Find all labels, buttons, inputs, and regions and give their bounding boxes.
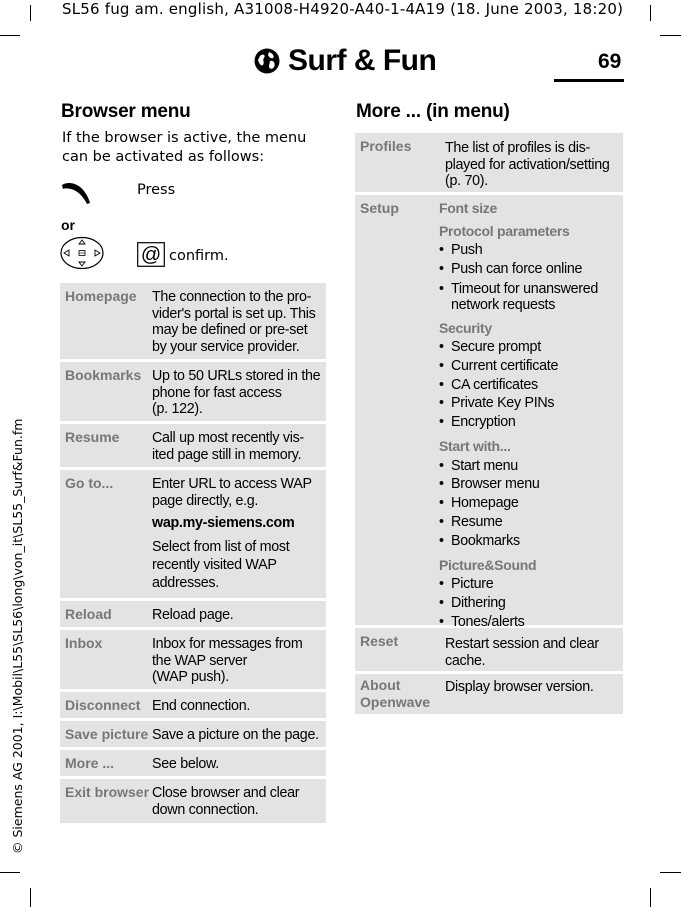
navigation-key-icon [60, 236, 104, 270]
crop-mark [650, 888, 651, 907]
table-row [60, 750, 326, 776]
crop-mark [0, 872, 20, 873]
svg-text:@: @ [140, 244, 162, 266]
chapter-title-text: Surf & Fun [288, 44, 437, 77]
table-row [355, 628, 623, 671]
at-key-icon [137, 242, 165, 267]
crop-mark [0, 35, 20, 36]
row-description: Save a picture on the page. [152, 727, 319, 743]
row-description: Select from list of most recently visited WAP addresses. [152, 538, 290, 591]
row-description: End connection. [152, 698, 251, 714]
list-item: • Current certificate [439, 357, 619, 376]
row-label: Resume [65, 429, 120, 445]
row-description: The list of profiles is dis-played for activation/setting (p. 70). [445, 140, 610, 189]
confirm-label: confirm. [169, 248, 229, 264]
row-label: Profiles [360, 138, 412, 154]
crop-mark [30, 888, 31, 907]
list-item: • Start menu [439, 457, 619, 476]
row-description: Close browser and clear down connection. [152, 785, 300, 818]
page-number: 69 [598, 50, 622, 73]
protocol-list [439, 241, 619, 314]
document-header: SL56 fug am. english, A31008-H4920-A40-1-4A19 (18. June 2003, 18:20) [62, 0, 624, 18]
sidebar-file-path: © Siemens AG 2001, I:\Mobil\L55\SL56\long\von_it\SL55_Surf&Fun.fm [10, 418, 25, 854]
row-description: (WAP push). [152, 669, 229, 685]
setup-subheading: Security [439, 319, 492, 336]
setup-subheading: Start with... [439, 438, 511, 455]
row-label: Save picture [65, 726, 149, 742]
example-url: wap.my-siemens.com [152, 515, 295, 531]
setup-subheading: Font size [439, 200, 497, 216]
crop-mark [30, 5, 31, 21]
picture-list [439, 575, 619, 631]
row-description: See below. [152, 756, 219, 772]
table-row [60, 470, 326, 598]
more-menu-table [355, 133, 623, 717]
more-menu-heading: More ... (in menu) [356, 101, 510, 122]
setup-subheading: Picture&Sound [439, 556, 537, 573]
row-label: Reload [65, 606, 112, 622]
table-row [355, 674, 623, 714]
list-item: • Private Key PINs [439, 394, 619, 413]
call-key-icon [60, 181, 92, 205]
table-row [60, 721, 326, 747]
row-label: Reset [360, 633, 399, 649]
list-item: • Tones/alerts [439, 613, 619, 632]
table-row [60, 362, 326, 421]
crop-mark [650, 5, 651, 21]
row-description: Display browser version. [445, 679, 594, 695]
crop-mark [660, 35, 681, 36]
row-description: Enter URL to access WAP page directly, e.g. [152, 476, 312, 509]
table-row [60, 779, 326, 823]
list-item: • Push can force online [439, 260, 619, 279]
row-label: Inbox [65, 635, 103, 651]
browser-menu-table [60, 283, 326, 826]
list-item: • Resume [439, 513, 619, 532]
row-label: Disconnect [65, 697, 141, 713]
list-item: • Dithering [439, 594, 619, 613]
list-item: • Bookmarks [439, 532, 619, 551]
table-row [60, 283, 326, 359]
globe-icon [254, 48, 280, 74]
row-description: The connection to the pro-vider's portal is set up. This may be defined or pre-set by your service provider. [152, 289, 316, 355]
table-row [60, 692, 326, 718]
list-item: • Picture [439, 575, 619, 594]
row-description: Call up most recently vis-ited page still in memory. [152, 430, 304, 463]
press-label: Press [137, 182, 176, 198]
row-description: Reload page. [152, 607, 234, 623]
row-label: Bookmarks [65, 367, 142, 383]
row-label: About Openwave [360, 677, 431, 710]
list-item: • Browser menu [439, 475, 619, 494]
row-label: More ... [65, 755, 115, 771]
row-description: Up to 50 URLs stored in the phone for fast access [152, 368, 321, 401]
list-item: • CA certificates [439, 376, 619, 395]
table-row [60, 424, 326, 467]
list-item: • Homepage [439, 494, 619, 513]
or-label: or [61, 217, 75, 233]
title-underline [554, 79, 624, 82]
crop-mark [660, 872, 681, 873]
list-item: • Push [439, 241, 619, 260]
row-description: Inbox for messages from the WAP server [152, 636, 303, 669]
list-item: • Timeout for unanswered network requests [439, 281, 619, 314]
row-description: (p. 122). [152, 401, 203, 417]
row-label: Homepage [65, 288, 137, 304]
row-label: Go to... [65, 475, 114, 491]
browser-menu-intro: If the browser is active, the menu can be activated as follows: [62, 130, 307, 165]
table-row [60, 601, 326, 627]
table-row [60, 630, 326, 689]
security-list [439, 338, 619, 432]
row-label: Exit browser [65, 784, 150, 800]
browser-menu-heading: Browser menu [61, 101, 191, 122]
chapter-title [254, 44, 436, 78]
row-description: Restart session and clear cache. [445, 636, 599, 669]
row-label: Setup [360, 200, 399, 216]
start-list [439, 457, 619, 551]
setup-subheading: Protocol parameters [439, 222, 570, 239]
list-item: • Secure prompt [439, 338, 619, 357]
table-row [355, 195, 623, 630]
list-item: • Encryption [439, 413, 619, 432]
table-row [355, 133, 623, 192]
